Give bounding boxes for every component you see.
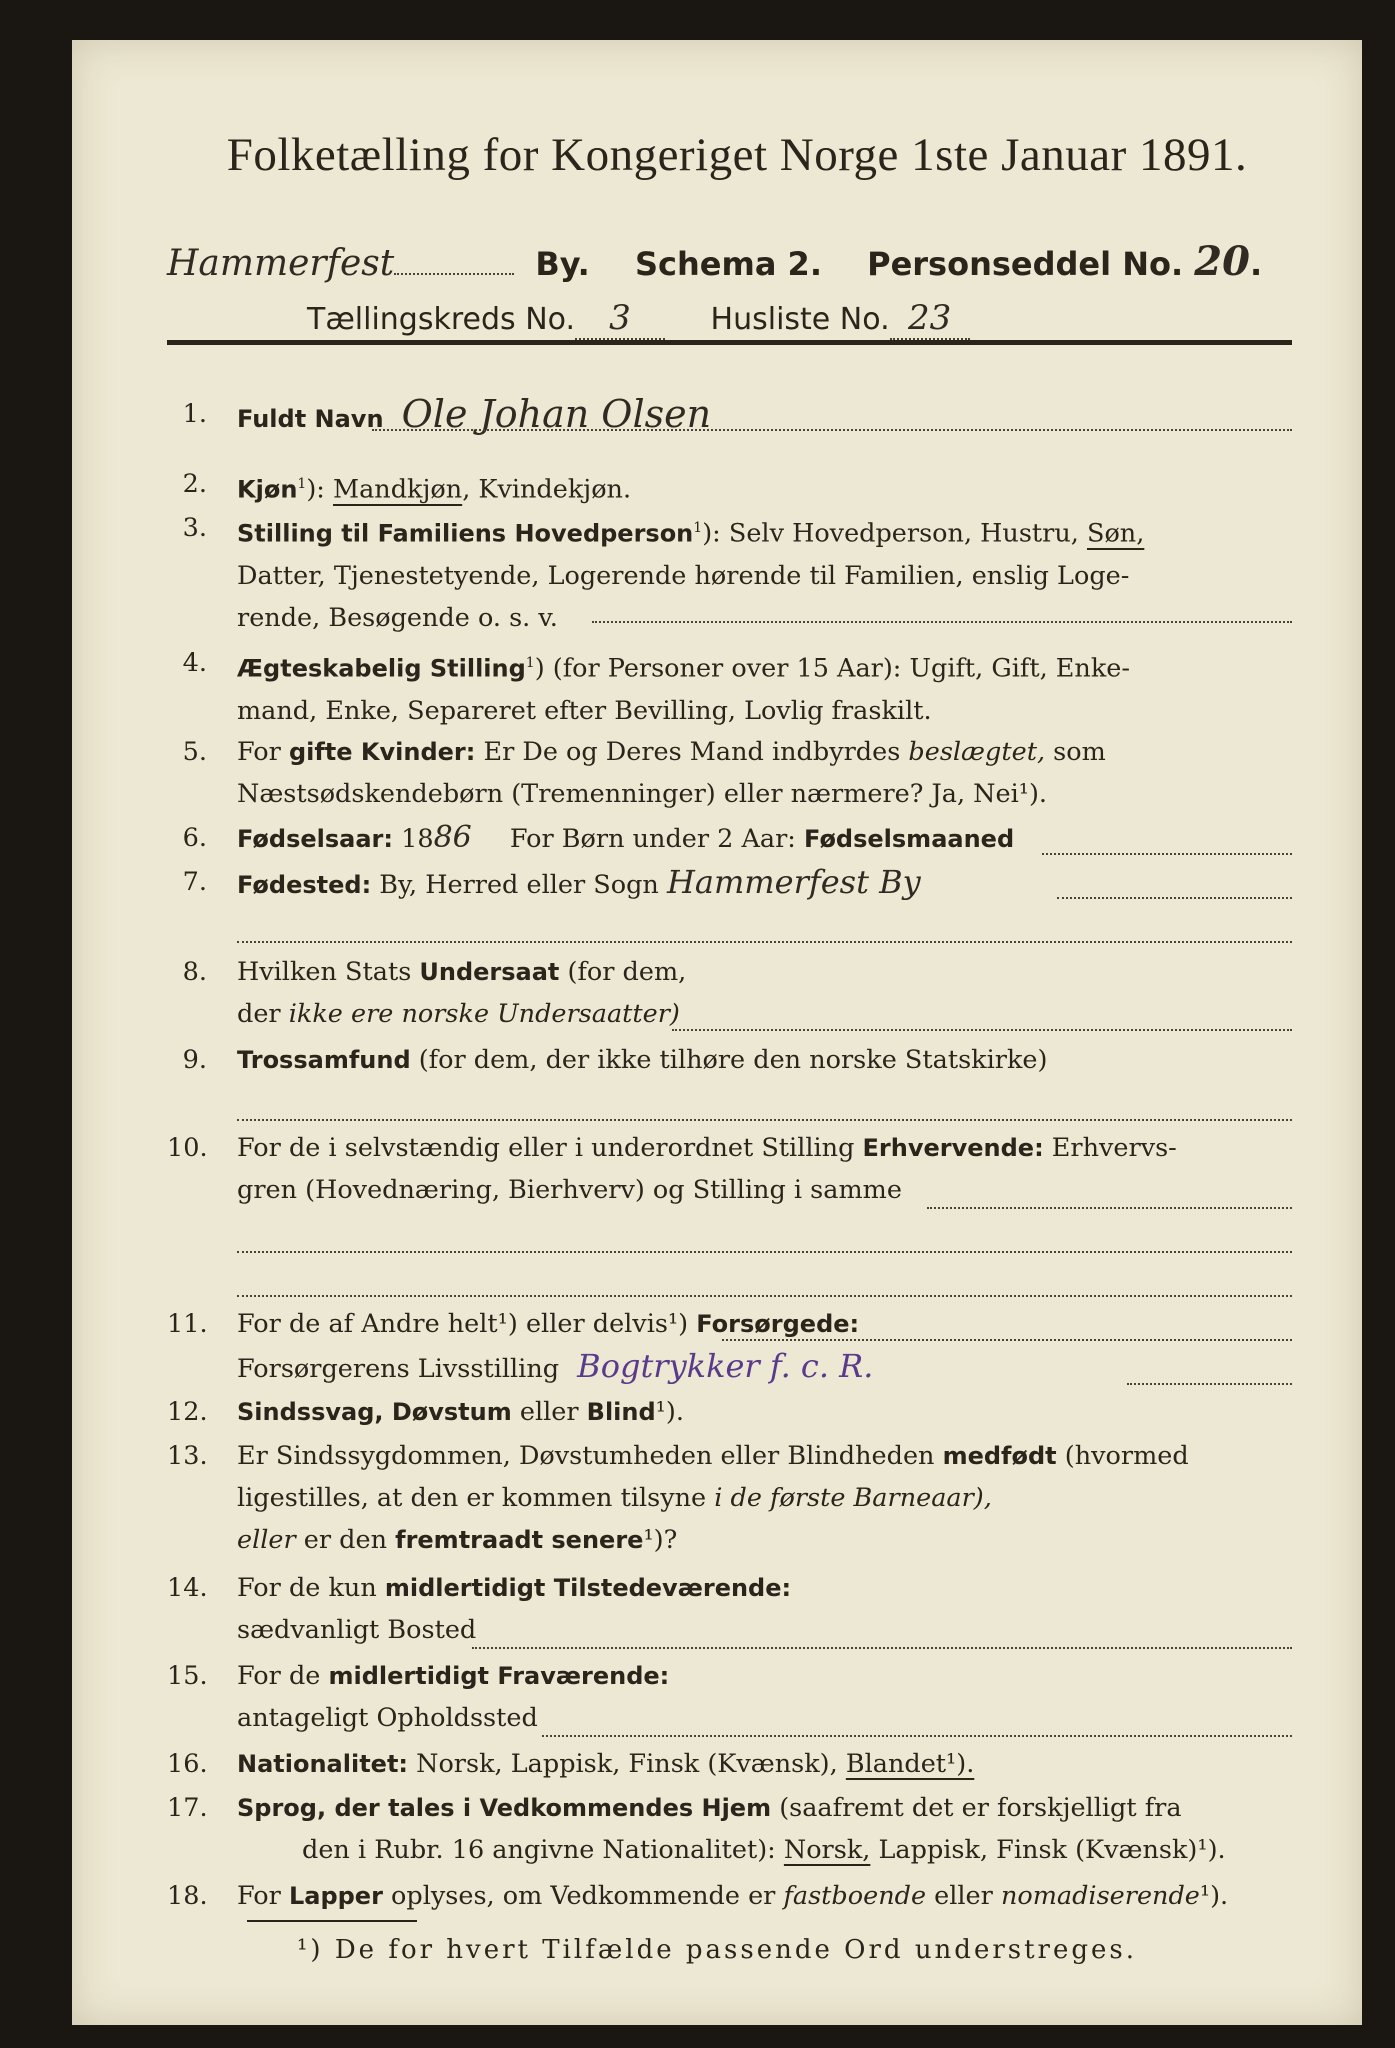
personseddel-value: 20	[1194, 238, 1250, 285]
header-row-1: Hammerfest By. Schema 2. Personseddel No. 20.	[167, 238, 1263, 285]
census-form-page: Folketælling for Kongeriget Norge 1ste Januar 1891. Hammerfest By. Schema 2. Personseddel No. 20. Tællingskreds No. 3 Husliste No. 23 1. Fuldt Navn Ole Johan Olsen 2. Kjøn$^1$): Mandkjøn, Kvindekjøn. 3. Stilling til Familiens Hovedperson$^1$): Selv Hovedperson, Hustru, Søn, Datter, Tjenestetyende, Logerende hørende til Familien, enslig Loge- rende, Besøgende o. s. v. 4. Ægteskabelig Stilling$^1$) (for Personer over 15 Aar): Ugift, Gift, Enke- mand, Enke, Separeret efter Bevilling, Lovlig fraskilt. 5. For gifte Kvinder: Er De og Deres Mand indbyrdes beslægtet, som Næstsødskendebørn (Tremenninger) eller nærmere? Ja, Nei¹). 6. Fødselsaar: 1886 For Børn under 2 Aar: Fødselsmaaned 7. Fødested: By, Herred eller Sogn Hammerfest By 8. Hvilken Stats Undersaat (for dem, der ikke ere norske Undersaatter) 9. Trossamfund (for dem, der ikke tilhøre den norske Statskirke) 10. For de i selvstændig eller i underordnet Stilling Erhvervende: Erhvervs- gren (Hovednæring, Bierhverv) og Stilling i samme 11. For de af Andre helt¹) eller delvis¹) Forsørgede: Forsørgerens Livsstilling Bogtrykker f. c. R. 12. Sindssvag, Døvstum eller Blind¹). 13. Er Sindssygdommen, Døvstumheden eller Blindheden medfødt (hvormed ligestilles, at den er kommen tilsyne i de første Barneaar), eller er den fremtraadt senere¹)? 14. For de kun midlertidigt Tilstedeværende: sædvanligt Bosted 15. For de midlertidigt Fraværende: antageligt Opholdssted 16. Nationalitet: Norsk, Lappisk, Finsk (Kvænsk), Blandet¹). 17. Sprog, der tales i Vedkommendes Hjem (saafremt det er forskjelligt fra den i Rubr. 16 angivne Nationalitet): Norsk, Lappisk, Finsk (Kvænsk)¹). 18. For Lapper oplyses, om Vedkommende er fastboende eller nomadiserende¹). ¹) De for hvert Tilfælde passende Ord understreges.	[72, 40, 1362, 2025]
full-name-value: Ole Johan Olsen	[401, 392, 712, 436]
footnote: ¹) De for hvert Tilfælde passende Ord understreges.	[297, 1935, 1138, 1965]
provider-occupation-value: Bogtrykker f. c. R.	[577, 1347, 874, 1385]
birthplace-value: Hammerfest By	[666, 863, 921, 901]
kreds-value: 3	[575, 298, 665, 340]
husliste-label: Husliste No.	[710, 302, 890, 337]
schema-label: Schema 2.	[634, 245, 822, 283]
mandkjon-option: Mandkjøn	[332, 474, 463, 505]
kreds-label: Tællingskreds No.	[307, 302, 575, 337]
birth-year-value: 86	[433, 820, 472, 855]
by-label: By.	[535, 245, 590, 283]
husliste-value: 23	[890, 298, 970, 340]
by-value: Hammerfest	[167, 243, 395, 284]
son-option: Søn,	[1086, 518, 1145, 549]
personseddel-label: Personseddel No.	[867, 245, 1184, 283]
form-title: Folketælling for Kongeriget Norge 1ste Januar 1891.	[226, 129, 1248, 181]
blandet-option: Blandet¹).	[845, 1749, 975, 1779]
norsk-option: Norsk,	[783, 1835, 871, 1865]
footnote-rule	[247, 1920, 417, 1922]
header-rule	[167, 340, 1292, 345]
header-row-2	[307, 298, 970, 340]
